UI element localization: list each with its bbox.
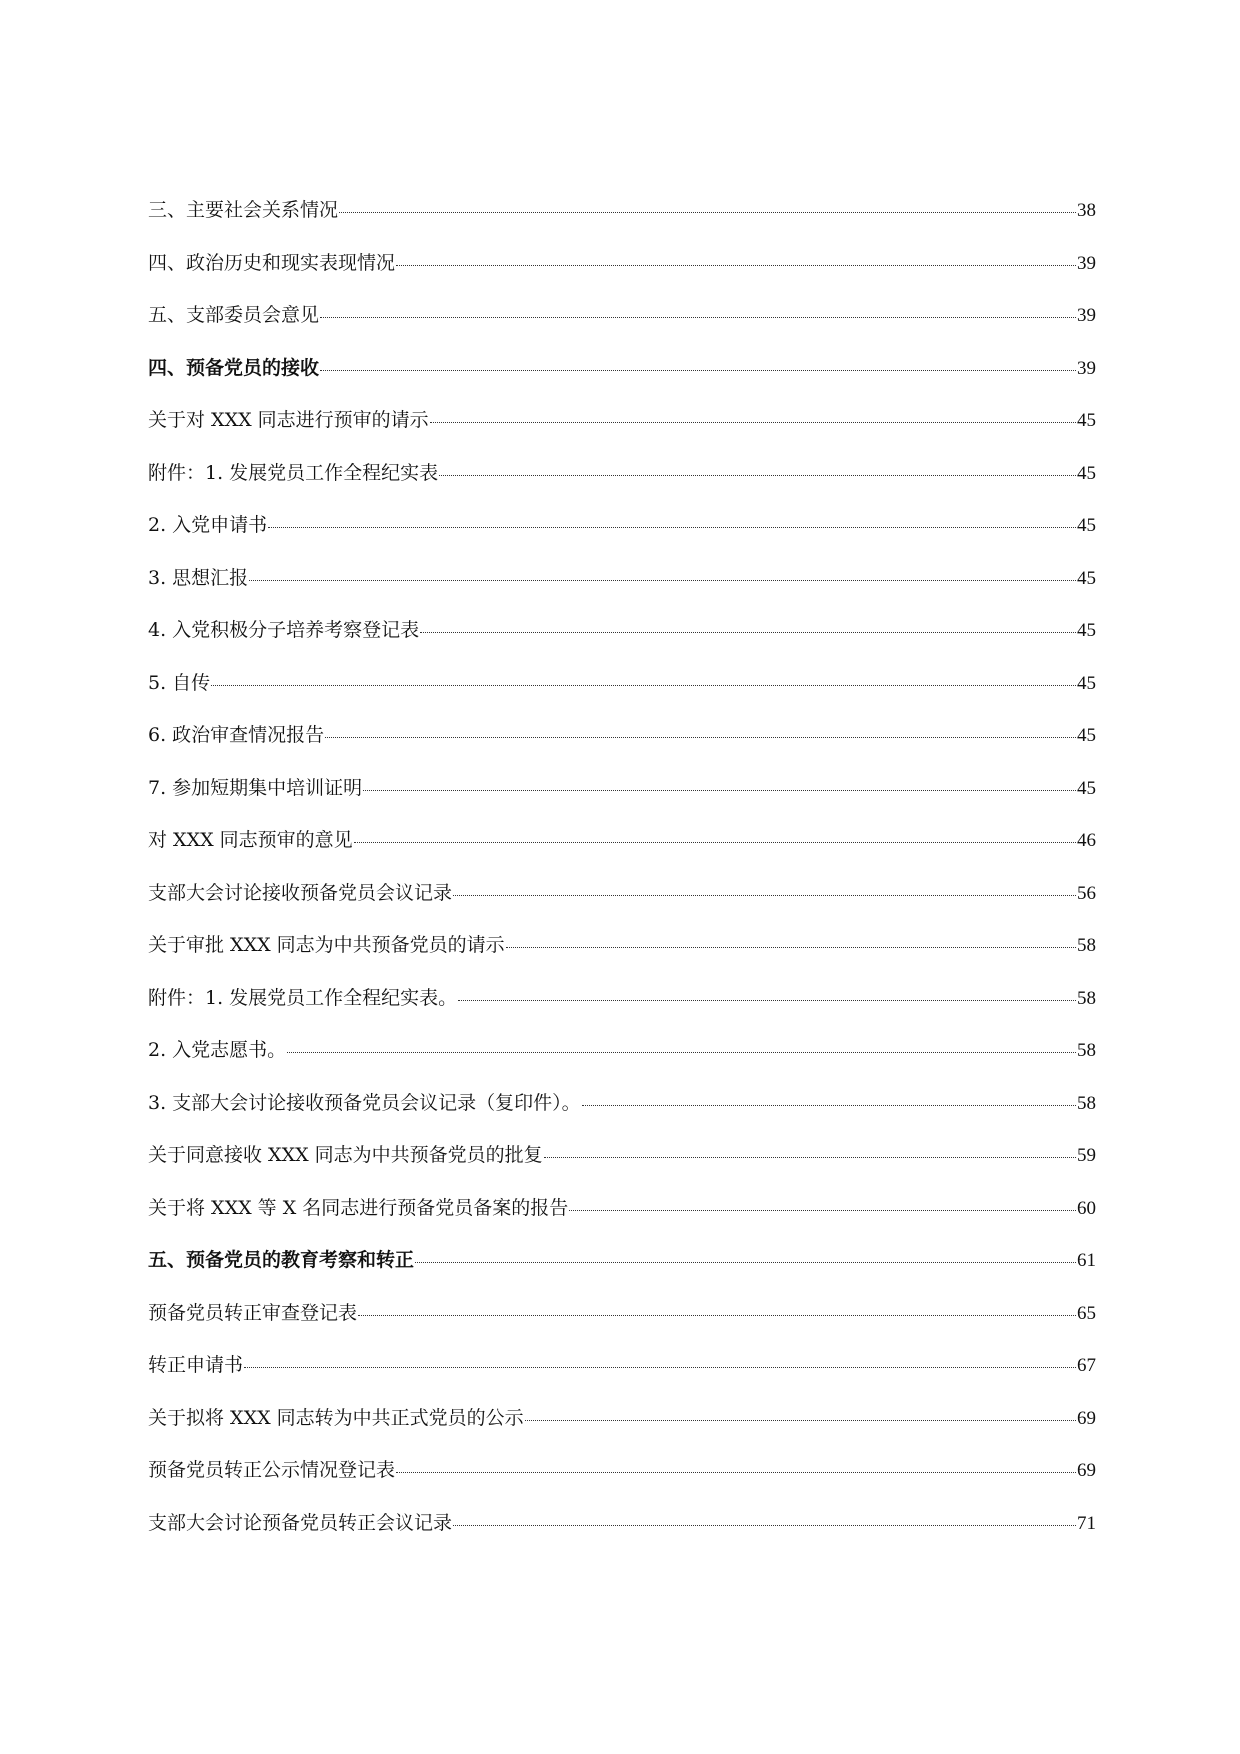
dot-leader <box>430 408 1076 423</box>
toc-entry-page-number: 45 <box>1077 725 1096 746</box>
toc-entry-title: 三、主要社会关系情况 <box>148 199 339 221</box>
toc-entry-title: 支部大会讨论接收预备党员会议记录 <box>148 881 453 904</box>
toc-entry-title: 3. 思想汇报 <box>148 566 249 589</box>
toc-entry-page-number: 61 <box>1077 1250 1096 1271</box>
toc-entry-title: 支部大会讨论预备党员转正会议记录 <box>148 1511 453 1534</box>
toc-entry[interactable] <box>148 513 1096 566</box>
toc-entry-page-number: 45 <box>1077 462 1096 484</box>
toc-entry-title: 2. 入党申请书 <box>148 514 268 536</box>
toc-entry[interactable] <box>148 1353 1096 1406</box>
dot-leader <box>525 1406 1076 1421</box>
toc-entry-page-number: 39 <box>1077 357 1096 379</box>
toc-entry-page-number: 39 <box>1077 305 1096 326</box>
toc-entry-title: 附件：1. 发展党员工作全程纪实表 <box>148 461 439 484</box>
dot-leader <box>458 986 1076 1001</box>
toc-entry-page-number: 58 <box>1077 935 1096 956</box>
dot-leader <box>268 513 1076 528</box>
toc-entry-page-number: 45 <box>1077 567 1096 589</box>
toc-entry-title: 对 XXX 同志预审的意见 <box>148 829 353 851</box>
toc-entry-page-number: 59 <box>1077 1145 1096 1166</box>
dot-leader <box>420 618 1076 633</box>
toc-entry[interactable] <box>148 356 1096 409</box>
toc-entry[interactable] <box>148 251 1096 304</box>
toc-entry-title: 预备党员转正公示情况登记表 <box>148 1459 396 1481</box>
dot-leader <box>320 356 1076 371</box>
dot-leader <box>453 1511 1076 1526</box>
toc-entry-page-number: 56 <box>1077 882 1096 904</box>
toc-entry-page-number: 69 <box>1077 1460 1096 1481</box>
dot-leader <box>506 933 1076 948</box>
toc-entry-page-number: 58 <box>1077 987 1096 1009</box>
toc-entry-page-number: 58 <box>1077 1040 1096 1061</box>
toc-entry-title: 4. 入党积极分子培养考察登记表 <box>148 619 420 641</box>
toc-entry[interactable] <box>148 1301 1096 1354</box>
toc-entry-title: 3. 支部大会讨论接收预备党员会议记录（复印件）。 <box>148 1091 581 1114</box>
toc-entry[interactable] <box>148 303 1096 356</box>
toc-entry-title: 关于对 XXX 同志进行预审的请示 <box>148 409 429 431</box>
toc-entry-title: 四、预备党员的接收 <box>148 356 320 379</box>
toc-entry[interactable] <box>148 1458 1096 1511</box>
toc-entry-title: 7. 参加短期集中培训证明 <box>148 776 363 799</box>
toc-entry[interactable] <box>148 198 1096 251</box>
toc-entry-page-number: 60 <box>1077 1197 1096 1219</box>
toc-entry-title: 五、支部委员会意见 <box>148 304 320 326</box>
dot-leader <box>544 1143 1076 1158</box>
dot-leader <box>287 1038 1076 1053</box>
toc-entry-page-number: 69 <box>1077 1407 1096 1429</box>
toc-entry[interactable] <box>148 1196 1096 1249</box>
toc-entry[interactable] <box>148 1511 1096 1564</box>
dot-leader <box>415 1248 1076 1263</box>
toc-entry[interactable] <box>148 461 1096 514</box>
toc-entry-title: 四、政治历史和现实表现情况 <box>148 251 396 274</box>
toc-entry-title: 附件：1. 发展党员工作全程纪实表。 <box>148 986 458 1009</box>
toc-entry-page-number: 45 <box>1077 410 1096 431</box>
toc-entry[interactable] <box>148 933 1096 986</box>
dot-leader <box>363 776 1076 791</box>
toc-entry-title: 关于审批 XXX 同志为中共预备党员的请示 <box>148 934 505 956</box>
toc-entry-title: 关于将 XXX 等 X 名同志进行预备党员备案的报告 <box>148 1196 569 1219</box>
toc-entry-page-number: 45 <box>1077 515 1096 536</box>
toc-entry-page-number: 71 <box>1077 1512 1096 1534</box>
toc-entry-page-number: 45 <box>1077 777 1096 799</box>
toc-entry[interactable] <box>148 1091 1096 1144</box>
dot-leader <box>358 1301 1076 1316</box>
toc-entry-title: 2. 入党志愿书。 <box>148 1039 287 1061</box>
toc-entry[interactable] <box>148 671 1096 724</box>
toc-entry-title: 关于拟将 XXX 同志转为中共正式党员的公示 <box>148 1406 524 1429</box>
dot-leader <box>569 1196 1076 1211</box>
dot-leader <box>244 1353 1076 1368</box>
toc-entry[interactable] <box>148 1406 1096 1459</box>
dot-leader <box>320 303 1076 318</box>
dot-leader <box>396 251 1076 266</box>
toc-entry-page-number: 45 <box>1077 620 1096 641</box>
toc-entry-title: 关于同意接收 XXX 同志为中共预备党员的批复 <box>148 1144 543 1166</box>
toc-entry[interactable] <box>148 723 1096 776</box>
toc-entry-title: 5. 自传 <box>148 671 211 694</box>
toc-entry-title: 6. 政治审查情况报告 <box>148 724 325 746</box>
toc-entry[interactable] <box>148 618 1096 671</box>
toc-entry-page-number: 38 <box>1077 200 1096 221</box>
toc-entry-page-number: 45 <box>1077 672 1096 694</box>
dot-leader <box>582 1091 1076 1106</box>
dot-leader <box>211 671 1076 686</box>
toc-entry-title: 转正申请书 <box>148 1354 244 1376</box>
dot-leader <box>325 723 1076 738</box>
toc-entry-page-number: 58 <box>1077 1092 1096 1114</box>
dot-leader <box>249 566 1076 581</box>
toc-entry[interactable] <box>148 881 1096 934</box>
toc-entry[interactable] <box>148 1038 1096 1091</box>
toc-entry-page-number: 67 <box>1077 1355 1096 1376</box>
dot-leader <box>339 198 1076 213</box>
dot-leader <box>354 828 1076 843</box>
toc-entry-title: 预备党员转正审查登记表 <box>148 1301 358 1324</box>
toc-entry[interactable] <box>148 828 1096 881</box>
toc-entry[interactable] <box>148 1143 1096 1196</box>
toc-entry-title: 五、预备党员的教育考察和转正 <box>148 1249 415 1271</box>
dot-leader <box>453 881 1076 896</box>
table-of-contents <box>148 198 1096 1563</box>
toc-entry-page-number: 39 <box>1077 252 1096 274</box>
toc-entry[interactable] <box>148 776 1096 829</box>
toc-entry[interactable] <box>148 408 1096 461</box>
toc-entry[interactable] <box>148 986 1096 1039</box>
toc-entry[interactable] <box>148 1248 1096 1301</box>
toc-entry-page-number: 46 <box>1077 830 1096 851</box>
dot-leader <box>439 461 1076 476</box>
dot-leader <box>396 1458 1076 1473</box>
toc-entry-page-number: 65 <box>1077 1302 1096 1324</box>
toc-entry[interactable] <box>148 566 1096 619</box>
